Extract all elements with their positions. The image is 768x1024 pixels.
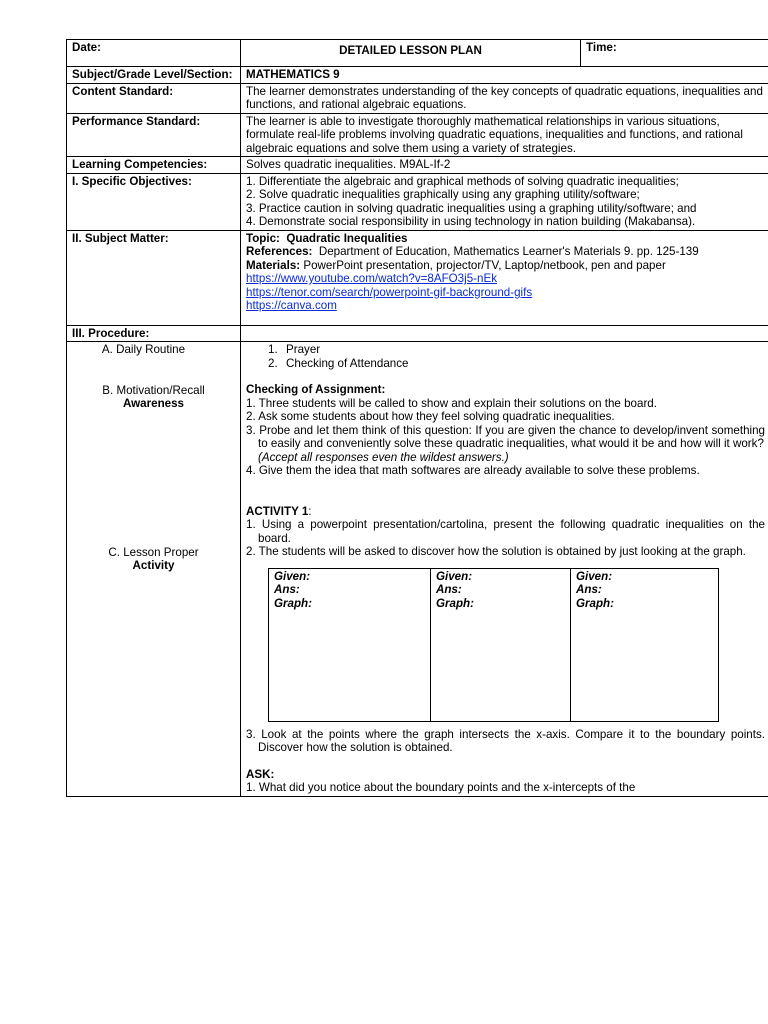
- assignment-item: 4. Give them the idea that math softwares are already available to solve these problems.: [246, 464, 700, 477]
- awareness-label: Awareness: [122, 397, 184, 410]
- accept-note: (Accept all responses even the wildest answers.): [258, 450, 509, 464]
- competencies-value: Solves quadratic inequalities. M9AL-If-2: [241, 157, 768, 174]
- objective-item: 3. Practice caution in solving quadratic inequalities using a graphing utility/software; and: [246, 201, 697, 215]
- graph-box: Given: Ans: Graph:: [269, 568, 431, 721]
- references-value: Department of Education, Mathematics Learner's Materials 9. pp. 125-139: [318, 245, 699, 258]
- procedure-label: III. Procedure:: [67, 325, 241, 342]
- assignment-title: Checking of Assignment:: [246, 383, 386, 396]
- materials-label: Materials:: [246, 258, 301, 272]
- content-standard-value: The learner demonstrates understanding of the key concepts of quadratic equations, inequalities and functions, and rational algebraic equations.: [241, 83, 768, 113]
- motivation-label: B. Motivation/Recall: [102, 383, 205, 397]
- graph-box: Given: Ans: Graph:: [431, 568, 571, 721]
- references-line: [246, 245, 765, 259]
- competencies-label: Learning Competencies:: [67, 157, 241, 174]
- topic-value: Quadratic Inequalities: [286, 231, 408, 245]
- activity-item: 2. The students will be asked to discover how the solution is obtained by just looking at the graph.: [246, 545, 746, 558]
- document-title: DETAILED LESSON PLAN: [241, 40, 581, 67]
- time-label: Time:: [581, 40, 768, 67]
- lesson-proper-label: C. Lesson Proper: [108, 545, 199, 559]
- ask-label: ASK:: [246, 767, 275, 781]
- objectives-row: [67, 173, 768, 230]
- procedure-header-empty: [241, 325, 768, 342]
- graph-boxes: [268, 568, 719, 722]
- objectives-label: I. Specific Objectives:: [67, 173, 241, 230]
- performance-standard-value: The learner is able to investigate thoroughly mathematical relationships in various situations, formulate real-life problems involving quadratic equations, inequalities and functions, and rational algebraic equations and solve them using a variety of strategies.: [241, 113, 768, 157]
- topic-label: Topic:: [246, 231, 280, 245]
- objectives-list: [241, 173, 768, 230]
- content-standard-label: Content Standard:: [67, 83, 241, 113]
- references-label: References:: [246, 245, 313, 258]
- daily-routine-label: A. Daily Routine: [101, 343, 186, 356]
- activity-heading: ACTIVITY 1:: [246, 504, 312, 518]
- date-label: Date:: [67, 40, 241, 67]
- assignment-item: 3. Probe and let them think of this question: If you are given the chance to develop/invent something to easily and conveniently solve these quadratic inequalities, what would it be and how will it work?: [246, 423, 765, 450]
- activity-label: Activity: [132, 559, 175, 572]
- subject-matter-row: [67, 230, 768, 325]
- objective-item: 4. Demonstrate social responsibility in using technology in nation building (Makabansa).: [246, 215, 696, 228]
- procedure-steps-column: [67, 342, 241, 797]
- subject-row: [67, 67, 768, 84]
- subject-matter-label: II. Subject Matter:: [67, 230, 241, 325]
- subject-label: Subject/Grade Level/Section:: [67, 67, 241, 84]
- graph-box: Given: Ans: Graph:: [571, 568, 719, 721]
- performance-standard-label: Performance Standard:: [67, 113, 241, 157]
- objective-item: 1. Differentiate the algebraic and graphical methods of solving quadratic inequalities;: [246, 174, 679, 188]
- routine-item: 1. Prayer: [268, 343, 321, 356]
- canva-link[interactable]: https://canva.com: [246, 299, 337, 312]
- content-standard-row: [67, 83, 768, 113]
- procedure-header-row: [67, 325, 768, 342]
- objective-item: 2. Solve quadratic inequalities graphically using any graphing utility/software;: [246, 188, 640, 201]
- assignment-item: 1. Three students will be called to show and explain their solutions on the board.: [246, 396, 657, 410]
- subject-value: MATHEMATICS 9: [241, 67, 768, 84]
- topic-line: [246, 232, 765, 246]
- lesson-plan-table: [66, 39, 768, 797]
- materials-value: PowerPoint presentation, projector/TV, Laptop/netbook, pen and paper: [303, 258, 666, 272]
- performance-standard-row: [67, 113, 768, 157]
- procedure-body-row: [67, 342, 768, 797]
- activity-item-3: 3. Look at the points where the graph intersects the x-axis. Compare it to the boundary points. Discover how the solution is obtained.: [246, 727, 765, 754]
- header-row: [67, 40, 768, 67]
- activity-title: ACTIVITY 1: [246, 504, 309, 518]
- activity-item: 1. Using a powerpoint presentation/cartolina, present the following quadratic inequalities on the board.: [246, 518, 765, 545]
- routine-item: 2. Checking of Attendance: [268, 356, 409, 370]
- subject-matter-content: [241, 230, 768, 325]
- tenor-link[interactable]: https://tenor.com/search/powerpoint-gif-background-gifs: [246, 285, 533, 299]
- ask-item: 1. What did you notice about the boundary points and the x-intercepts of the: [246, 781, 636, 794]
- materials-line: [246, 259, 765, 273]
- procedure-details: [241, 342, 768, 797]
- youtube-link[interactable]: https://www.youtube.com/watch?v=8AFO3j5-nEk: [246, 272, 497, 285]
- competencies-row: [67, 157, 768, 174]
- assignment-item: 2. Ask some students about how they feel solving quadratic inequalities.: [246, 410, 615, 423]
